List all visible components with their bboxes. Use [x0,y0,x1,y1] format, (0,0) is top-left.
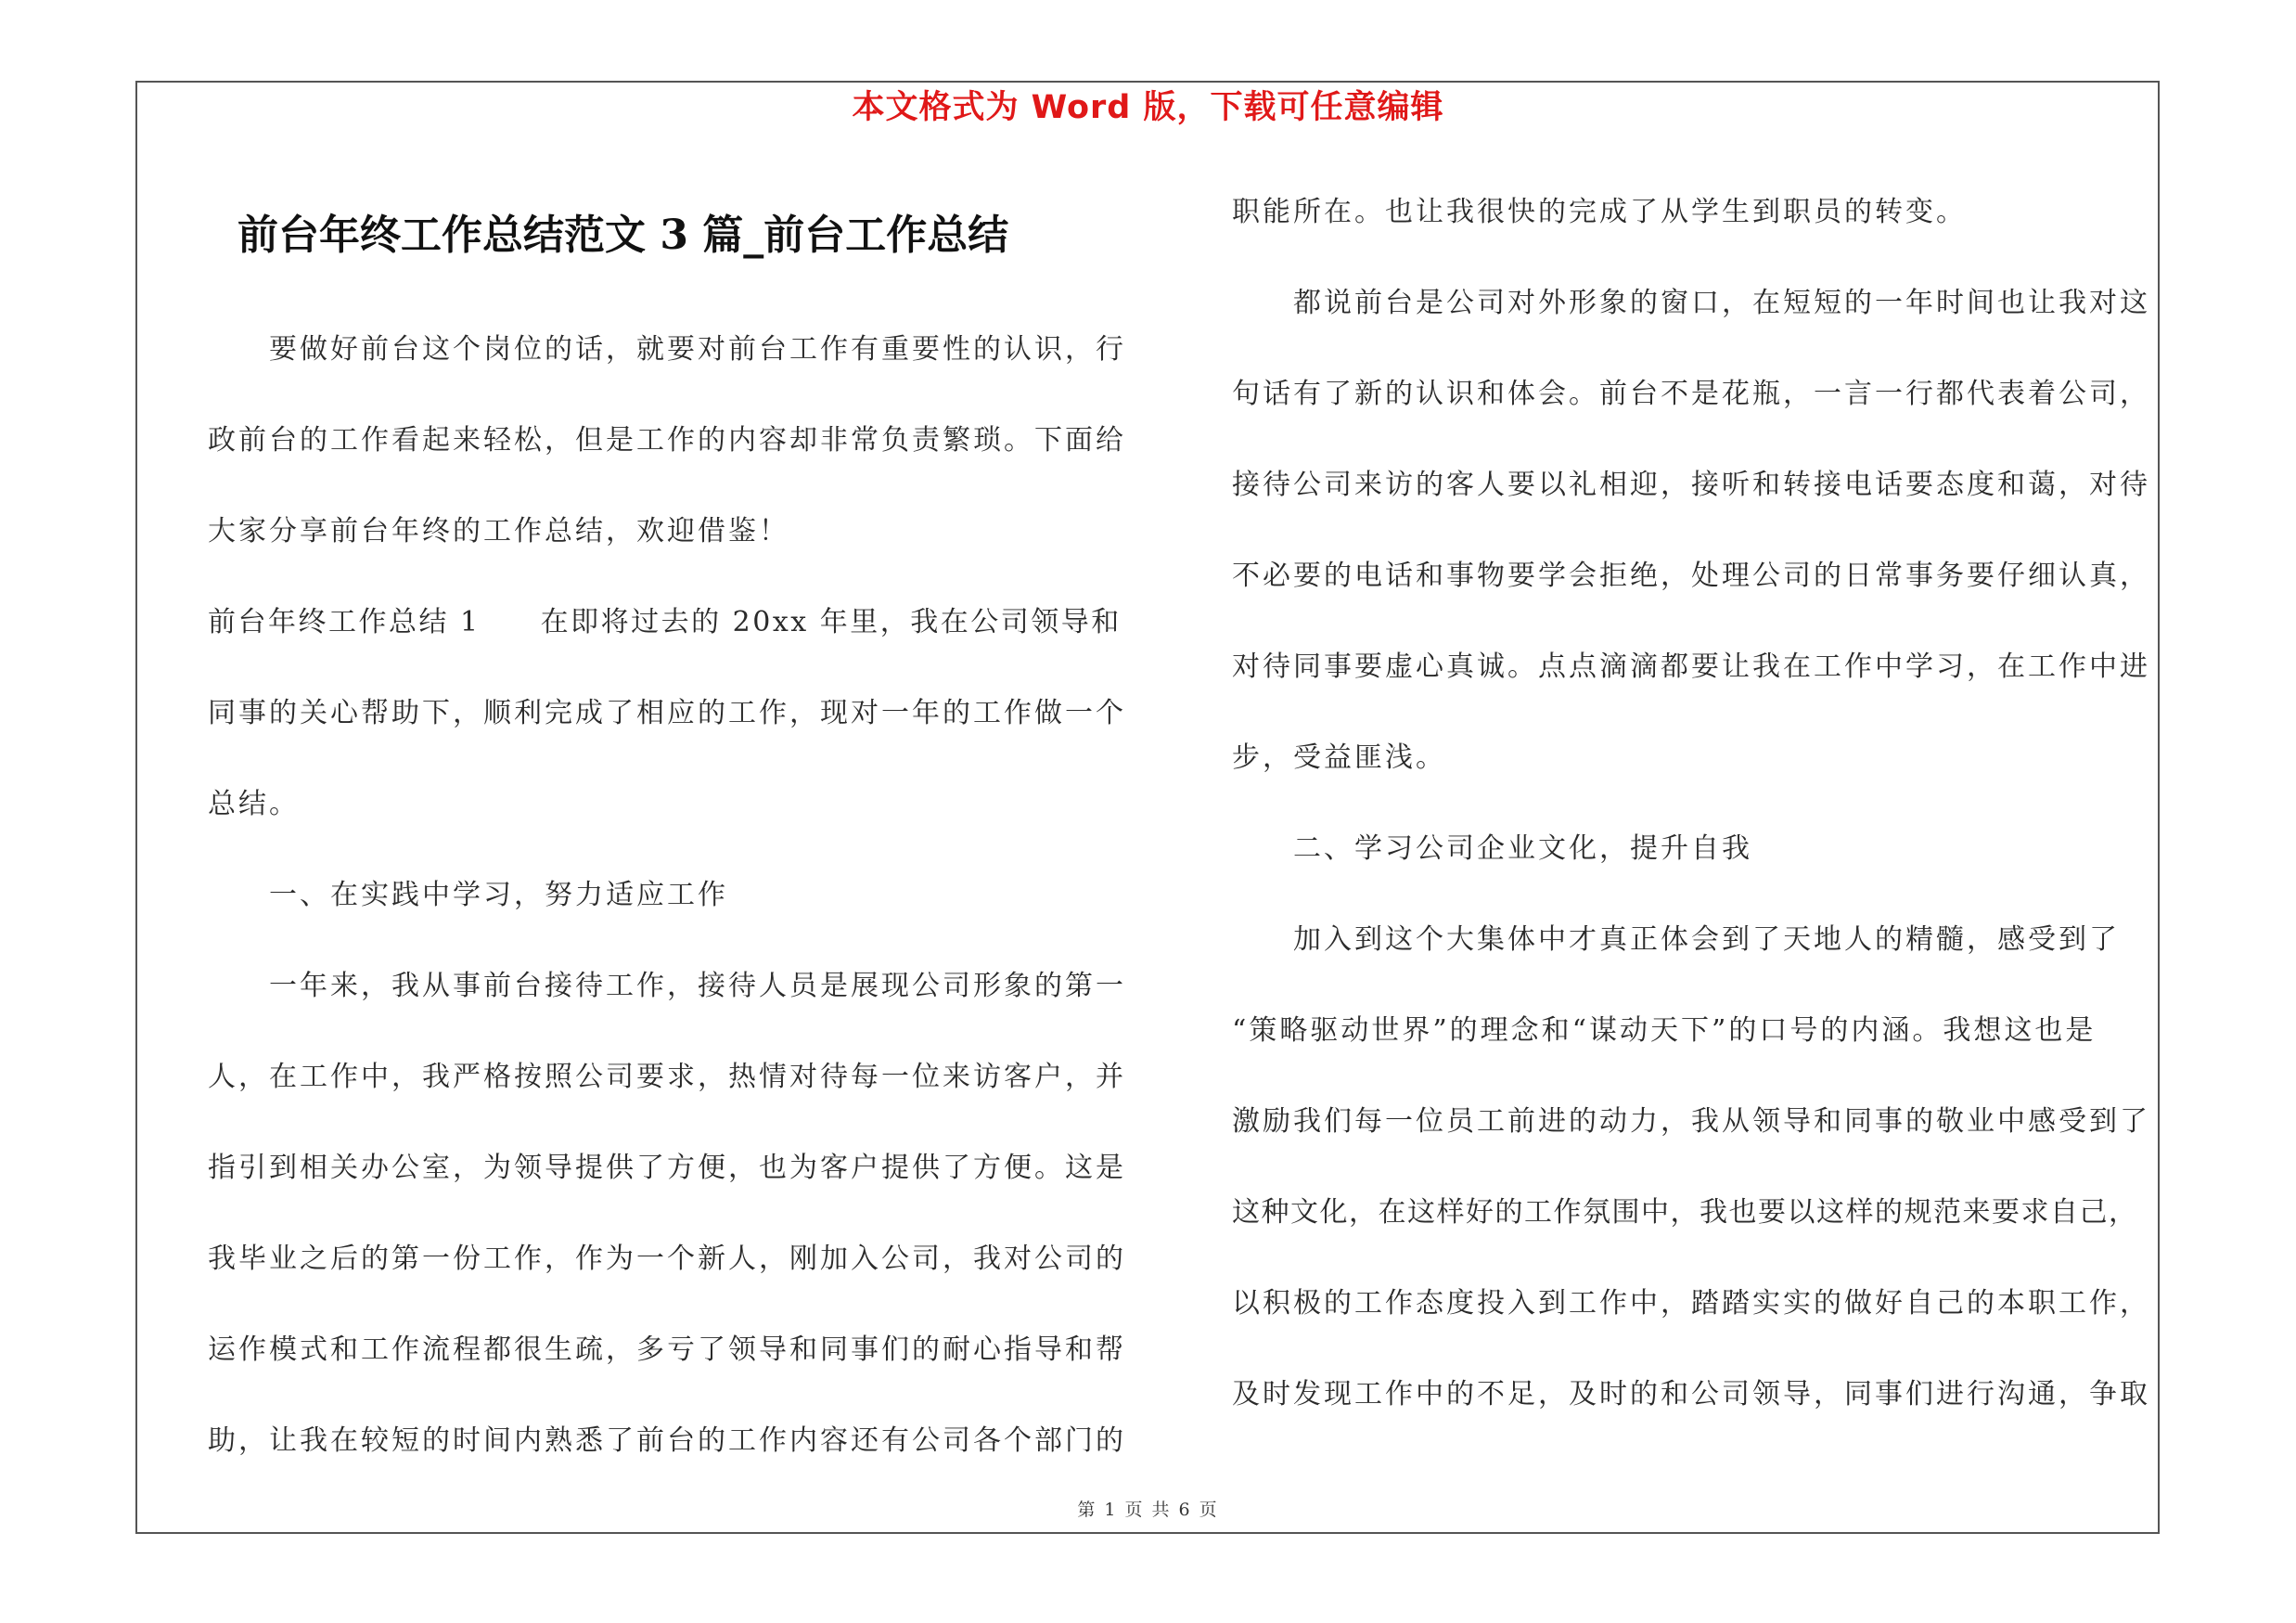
right-line-3: 句话有了新的认识和体会。前台不是花瓶，一言一行都代表着公司， [1232,378,2150,410]
right-line-10: “策略驱动世界”的理念和“谋动天下”的口号的内涵。我想这也是 [1232,1014,2097,1047]
page-number-footer: 第 1 页 共 6 页 [1077,1500,1219,1520]
left-line-10: 指引到相关办公室，为领导提供了方便，也为客户提供了方便。这是 [208,1152,1126,1184]
left-line-13: 助，让我在较短的时间内熟悉了前台的工作内容还有公司各个部门的 [208,1424,1126,1457]
right-line-2: 都说前台是公司对外形象的窗口，在短短的一年时间也让我对这 [1293,287,2150,319]
left-line-1: 要做好前台这个岗位的话，就要对前台工作有重要性的认识，行 [269,333,1126,366]
left-line-6: 总结。 [208,788,300,820]
left-line-11: 我毕业之后的第一份工作，作为一个新人，刚加入公司，我对公司的 [208,1243,1126,1275]
left-line-2: 政前台的工作看起来轻松，但是工作的内容却非常负责繁琐。下面给 [208,424,1126,457]
document-title: 前台年终工作总结范文 3 篇_前台工作总结 [237,212,1009,259]
word-format-banner: 本文格式为 Word 版，下载可任意编辑 [852,89,1444,126]
right-line-5: 不必要的电话和事物要学会拒绝，处理公司的日常事务要仔细认真， [1232,560,2150,592]
right-line-4: 接待公司来访的客人要以礼相迎，接听和转接电话要态度和蔼，对待 [1232,469,2150,501]
left-line-12: 运作模式和工作流程都很生疏，多亏了领导和同事们的耐心指导和帮 [208,1333,1126,1366]
right-line-7: 步，受益匪浅。 [1232,741,1446,774]
right-line-9: 加入到这个大集体中才真正体会到了天地人的精髓，感受到了 [1293,923,2120,956]
right-line-11: 激励我们每一位员工前进的动力，我从领导和同事的敬业中感受到了 [1232,1105,2150,1138]
right-line-13: 以积极的工作态度投入到工作中，踏踏实实的做好自己的本职工作， [1232,1287,2150,1320]
left-line-4: 前台年终工作总结 1 在即将过去的 20xx 年里，我在公司领导和 [208,606,1122,638]
right-line-12: 这种文化，在这样好的工作氛围中，我也要以这样的规范来要求自己， [1232,1196,2138,1229]
left-line-8: 一年来，我从事前台接待工作，接待人员是展现公司形象的第一 [269,970,1126,1002]
right-line-1: 职能所在。也让我很快的完成了从学生到职员的转变。 [1232,196,1967,228]
right-line-14: 及时发现工作中的不足，及时的和公司领导，同事们进行沟通，争取 [1232,1378,2150,1410]
right-line-6: 对待同事要虚心真诚。点点滴滴都要让我在工作中学习，在工作中进 [1232,650,2150,683]
left-heading-1: 一、在实践中学习，努力适应工作 [269,879,728,911]
left-line-3: 大家分享前台年终的工作总结，欢迎借鉴！ [208,515,789,547]
left-line-9: 人，在工作中，我严格按照公司要求，热情对待每一位来访客户，并 [208,1061,1126,1093]
left-line-5: 同事的关心帮助下，顺利完成了相应的工作，现对一年的工作做一个 [208,697,1126,729]
right-heading-2: 二、学习公司企业文化，提升自我 [1293,832,1752,865]
